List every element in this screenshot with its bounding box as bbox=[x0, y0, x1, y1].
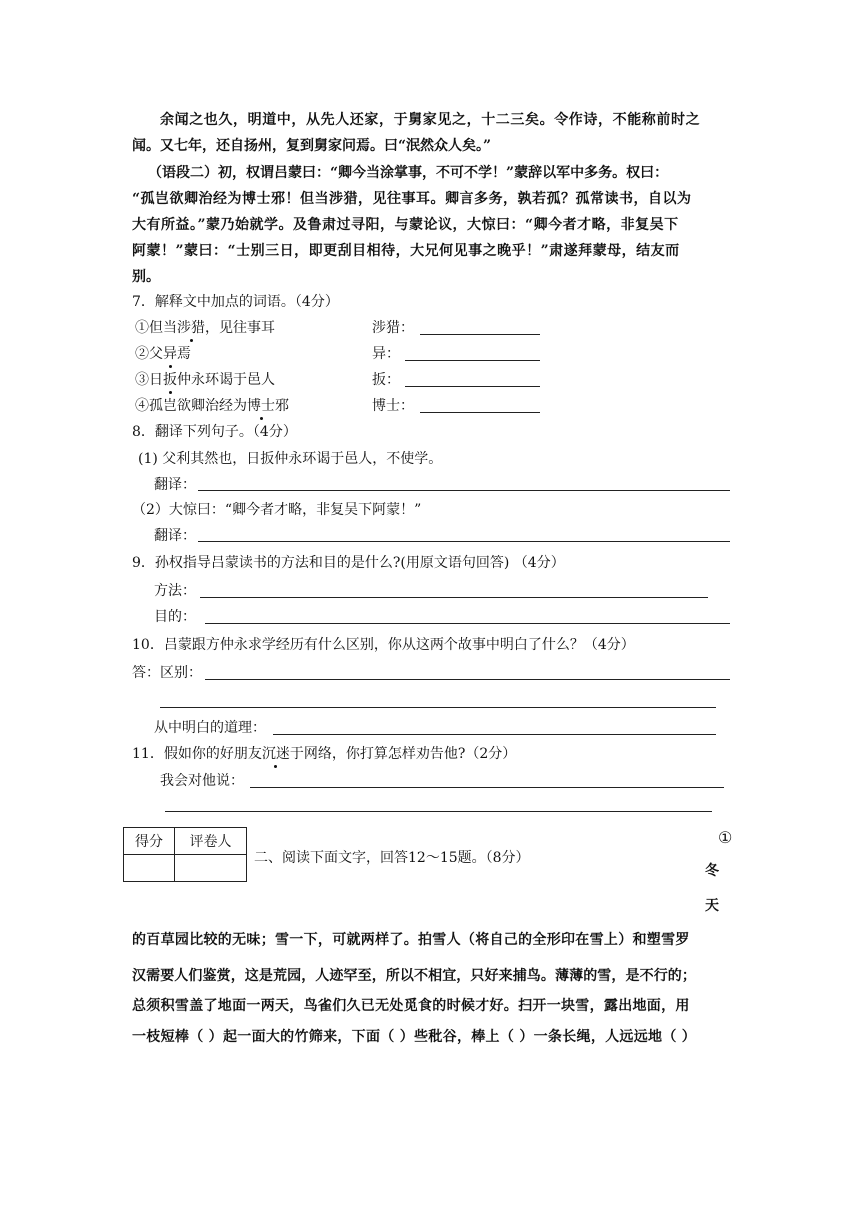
q7-item-2-label: 异： bbox=[372, 346, 400, 362]
q11-answer-blank-1[interactable] bbox=[250, 787, 724, 788]
vertical-char-2: 天 bbox=[705, 898, 719, 914]
dotted-word: 博士 bbox=[247, 398, 275, 414]
vertical-char-1: 冬 bbox=[705, 863, 719, 879]
q7-title: 7．解释文中加点的词语。（4分） bbox=[132, 294, 339, 310]
q10-answer-label: 答：区别： bbox=[132, 665, 202, 681]
q10-difference-blank-2[interactable] bbox=[160, 707, 716, 708]
q8-sentence-2: （2）大惊曰：“卿今者才略，非复吴下阿蒙！” bbox=[132, 502, 422, 518]
passage2-line5: 别。 bbox=[132, 269, 160, 285]
grader-cell[interactable] bbox=[175, 855, 247, 882]
circled-number-marker: ① bbox=[718, 828, 733, 847]
q8-translate-2-blank[interactable] bbox=[198, 541, 730, 542]
dotted-word: 异 bbox=[163, 346, 177, 362]
passage2-line2: “孤岂欲卿治经为博士邪！但当涉猎，见往事耳。卿言多务，孰若孤？孤常读书，自以为 bbox=[132, 191, 692, 207]
q8-translate-2-label: 翻译： bbox=[154, 528, 196, 544]
q9-method-blank[interactable] bbox=[200, 597, 708, 598]
q8-title: 8．翻译下列句子。（4分） bbox=[132, 424, 297, 440]
section2-line3: 总须积雪盖了地面一两天，鸟雀们久已无处觅食的时候才好。扫开一块雪，露出地面，用 bbox=[132, 998, 690, 1014]
q9-method-label: 方法： bbox=[154, 583, 196, 599]
q7-answer-4-blank[interactable] bbox=[420, 412, 540, 413]
dotted-word: 扳 bbox=[163, 372, 177, 388]
q11-title: 11．假如你的好朋友沉迷于网络，你打算怎样劝告他?（2分） bbox=[132, 746, 517, 762]
score-cell[interactable] bbox=[124, 855, 175, 882]
q10-difference-blank-1[interactable] bbox=[205, 679, 730, 680]
score-table bbox=[123, 827, 247, 882]
q10-lesson-blank[interactable] bbox=[273, 734, 716, 735]
q7-item-3-label: 扳： bbox=[372, 372, 400, 388]
q10-title: 10．吕蒙跟方仲永求学经历有什么区别，你从这两个故事中明白了什么？（4分） bbox=[132, 637, 635, 653]
q10-lesson-label: 从中明白的道理： bbox=[154, 720, 266, 736]
q7-item-4: ④孤岂欲卿治经为博士邪 bbox=[135, 398, 289, 414]
q7-item-1-label: 涉猎： bbox=[372, 320, 414, 336]
q8-translate-1-label: 翻译： bbox=[154, 477, 196, 493]
section2-line2: 汉需要人们鉴赏，这是荒园，人迹罕至，所以不相宜，只好来捕鸟。薄薄的雪，是不行的； bbox=[132, 968, 696, 984]
section2-title: 二、阅读下面文字，回答12～15题。（8分） bbox=[254, 850, 530, 866]
score-header: 得分 bbox=[124, 828, 175, 855]
passage1-line1: 余闻之也久，明道中，从先人还家，于舅家见之，十二三矣。令作诗，不能称前时之 bbox=[160, 112, 701, 128]
q9-title: 9．孙权指导吕蒙读书的方法和目的是什么?(用原文语句回答) （4分） bbox=[132, 555, 565, 571]
passage2-line4: 阿蒙！”蒙曰：“士别三日，即更刮目相待，大兄何见事之晚乎！”肃遂拜蒙母，结友而 bbox=[132, 243, 680, 259]
q7-answer-3-blank[interactable] bbox=[405, 386, 540, 387]
q7-item-4-label: 博士： bbox=[372, 398, 414, 414]
dotted-word: 涉猎 bbox=[177, 320, 205, 336]
q11-answer-blank-2[interactable] bbox=[165, 811, 712, 812]
q8-sentence-1: (1) 父利其然也，日扳仲永环谒于邑人，不使学。 bbox=[138, 451, 443, 467]
dotted-word: 沉迷 bbox=[261, 746, 290, 762]
passage1-line2: 闻。又七年，还自扬州，复到舅家问焉。曰“泯然众人矣。” bbox=[132, 138, 492, 154]
q9-purpose-blank[interactable] bbox=[205, 623, 730, 624]
passage2-line3: 大有所益。”蒙乃始就学。及鲁肃过寻阳，与蒙论议，大惊曰：“卿今者才略，非复吴下 bbox=[132, 217, 679, 233]
q9-purpose-label: 目的： bbox=[154, 609, 196, 625]
q7-answer-1-blank[interactable] bbox=[420, 334, 540, 335]
section2-line1: 的百草园比较的无味；雪一下，可就两样了。拍雪人（将自己的全形印在雪上）和塑雪罗 bbox=[132, 932, 690, 948]
q11-say-label: 我会对他说： bbox=[160, 773, 244, 789]
q7-item-3: ③日扳仲永环谒于邑人 bbox=[135, 372, 275, 388]
q7-item-2: ②父异焉 bbox=[135, 346, 191, 362]
q7-answer-2-blank[interactable] bbox=[405, 360, 540, 361]
q7-item-1: ①但当涉猎，见往事耳 bbox=[135, 320, 275, 336]
section2-line4: 一枝短棒（ ）起一面大的竹筛来，下面（ ）些秕谷，棒上（ ）一条长绳，人远远地（ ） bbox=[132, 1029, 697, 1045]
q8-translate-1-blank[interactable] bbox=[198, 490, 730, 491]
passage2-line1: （语段二）初，权谓吕蒙曰：“卿今当涂掌事，不可不学！”蒙辞以军中多务。权曰： bbox=[148, 165, 669, 181]
grader-header: 评卷人 bbox=[175, 828, 247, 855]
